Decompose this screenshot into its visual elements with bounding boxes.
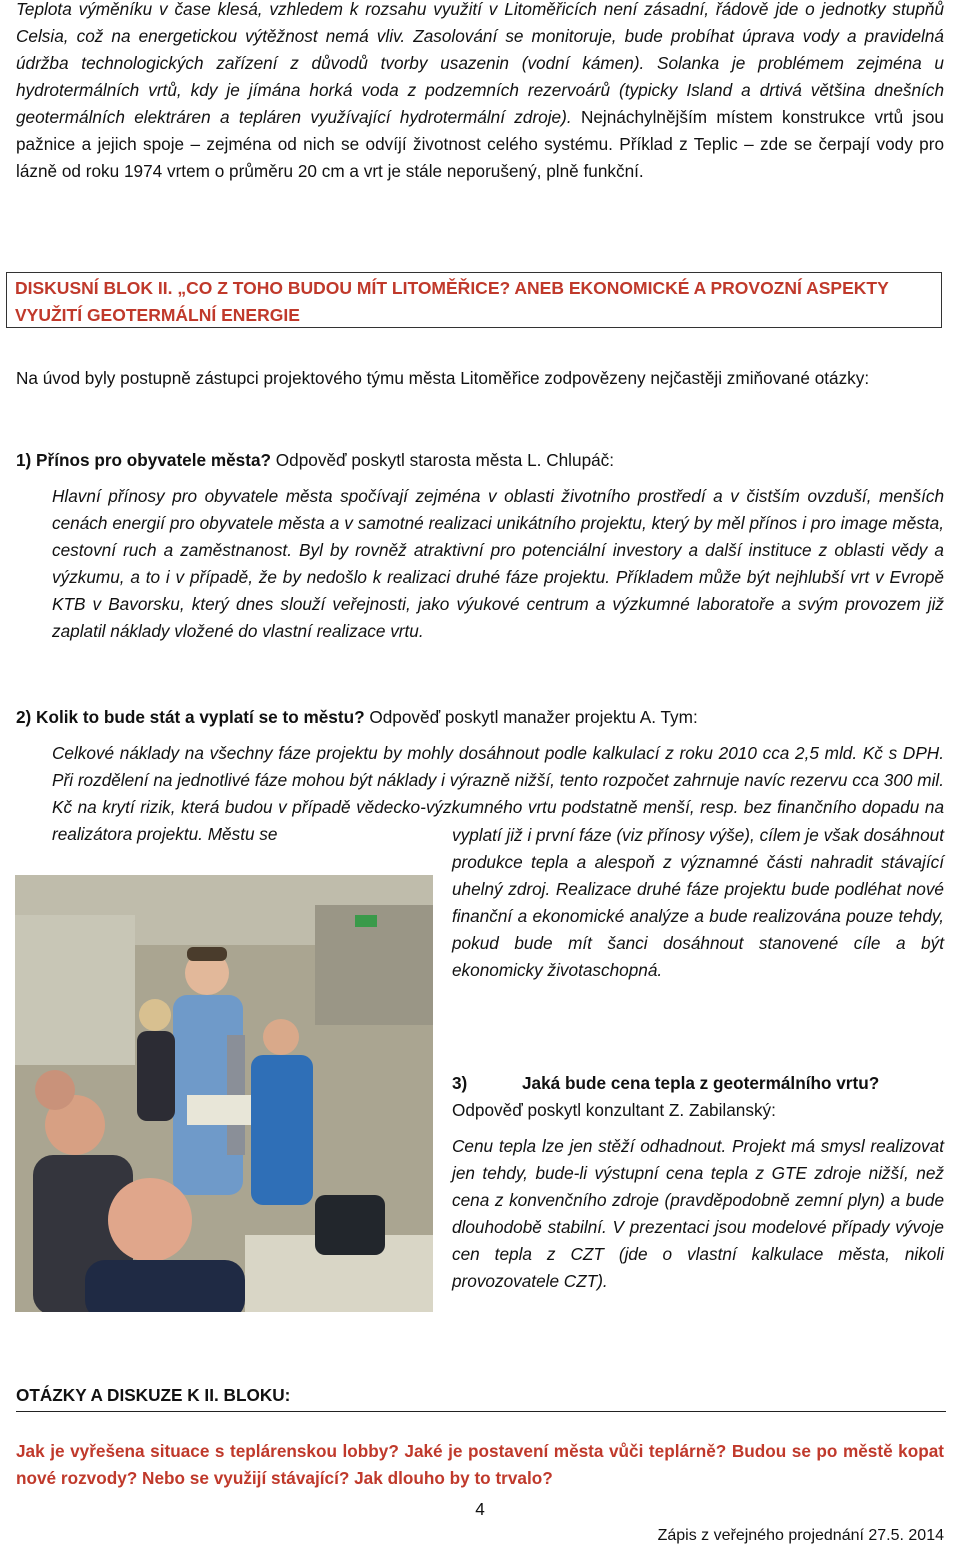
question-3-number: 3) [452,1073,468,1093]
footer-text: Zápis z veřejného projednání 27.5. 2014 [657,1527,944,1544]
answer-2: Celkové náklady na všechny fáze projektu by mohly dosáhnout podle kalkulací z roku 2010 cca 2,5 mld. Kč s DPH. Při rozdělení na jednotlivé fáze mohou být náklady i výrazně nižší, tento rozpočet zahrnuje navíc rezervu cca 300 mil. Kč na krytí rizik, která budou v případě vědecko-výzkumného vrtu podstatně menší, resp. bez finančního dopadu na realizátora projektu. Městu se [52,743,944,844]
answer-3: Cenu tepla lze jen stěží odhadnout. Projekt má smysl realizovat jen tehdy, bude-li výstupní cena tepla z GTE zdroje nižší, než cena z konvenčního zdroje (pravděpodobně zemní plyn) a bude dlouhodobě stabilní. V prezentaci jsou modelové případy vývoje cen tepla z CZT (jde o vlastní kalkulace města, nikoli provozovatele CZT). [452,1136,944,1291]
question-2 [16,704,944,731]
intro-part-2: Nejnáchylnějším místem konstrukce vrtů jsou pažnice a jejich spoje – zejména od nich se odvíjí životnost celého systému. Příklad z Teplic – zde se čerpají vody pro lázně od roku 1974 vrtem o průměru 20 cm a vrt je stále neporušený, plně funkční. [16,107,944,181]
lead-paragraph: Na úvod byly postupně zástupci projektového týmu města Litoměřice zodpovězeny nejčastěji zmiňované otázky: [16,368,870,388]
question-1 [16,447,944,474]
section-heading: DISKUSNÍ BLOK II. „CO Z TOHO BUDOU MÍT LITOMĚŘICE? ANEB EKONOMICKÉ A PROVOZNÍ ASPEKTY VYUŽITÍ GEOTERMÁLNÍ ENERGIE [15,278,889,325]
discussion-heading: OTÁZKY A DISKUZE K II. BLOKU: [16,1382,946,1412]
section-heading-box [6,272,942,328]
meeting-photo-illustration [15,875,433,1312]
meeting-photo [15,875,433,1312]
intro-paragraph [16,0,944,185]
question-1-text: 1) Přínos pro obyvatele města? [16,450,272,470]
question-2-text: 2) Kolik to bude stát a vyplatí se to městu? [16,707,365,727]
answer-2-continued: vyplatí již i první fáze (viz přínosy výše), cílem je však dosáhnout produkce tepla a alespoň z významné části nahradit stávající uhelný zdroj. Realizace druhé fáze projektu bude podléhat nové finanční a ekonomické analýze a bude realizována pouze tehdy, pokud bude mít šanci dosáhnout stanovené cíle a být ekonomicky životaschopná. [452,825,944,980]
page-number: 4 [475,1499,485,1519]
intro-part-1: Teplota výměníku v čase klesá, vzhledem k rozsahu využití v Litoměřicích není zásadní, řádově jde o jednotky stupňů Celsia, což na energetickou výtěžnost nemá vliv. Zasolování se monitoruje, bude probíhat úprava vody a pravidelná údržba technologických zařízení z důvodů tvorby usazenin (vodní kámen). Solanka je problémem zejména u hydrotermálních vrtů, kdy je jímána horká voda z podzemních rezervoárů (typicky Island a drtivá většina dnešních geotermálních elektráren a tepláren využívající hydrotermální zdroje). [16,0,944,127]
question-1-respondent: Odpověď poskytl starosta města L. Chlupáč: [271,450,615,470]
discussion-questions: Jak je vyřešena situace s teplárenskou lobby? Jaké je postavení města vůči teplárně? Budou se po městě kopat nové rozvody? Nebo se využijí stávající? Jak dlouho by to trvalo? [16,1441,944,1488]
question-2-respondent: Odpověď poskytl manažer projektu A. Tym: [364,707,698,727]
question-3-text: Jaká bude cena tepla z geotermálního vrtu? [522,1073,880,1093]
question-3-respondent: Odpověď poskytl konzultant Z. Zabilanský: [452,1100,776,1120]
question-3 [452,1070,944,1097]
answer-1: Hlavní přínosy pro obyvatele města spočívají zejména v oblasti životního prostředí a v čistším ovzduší, menších cenách energií pro obyvatele města a v samotné realizaci unikátního projektu, který by měl přínos i pro image města, cestovní ruch a zaměstnanost. Byl by rovněž atraktivní pro potenciální investory a další instituce z oblasti vědy a výzkumu, a to i v případě, že by nedošlo k realizaci druhé fáze projektu. Příkladem může být nejhlubší vrt v Evropě KTB v Bavorsku, který dnes slouží veřejnosti, jako výukové centrum a výzkumné laboratoře a svým provozem již zaplatil náklady vložené do vlastní realizace vrtu. [52,486,944,641]
